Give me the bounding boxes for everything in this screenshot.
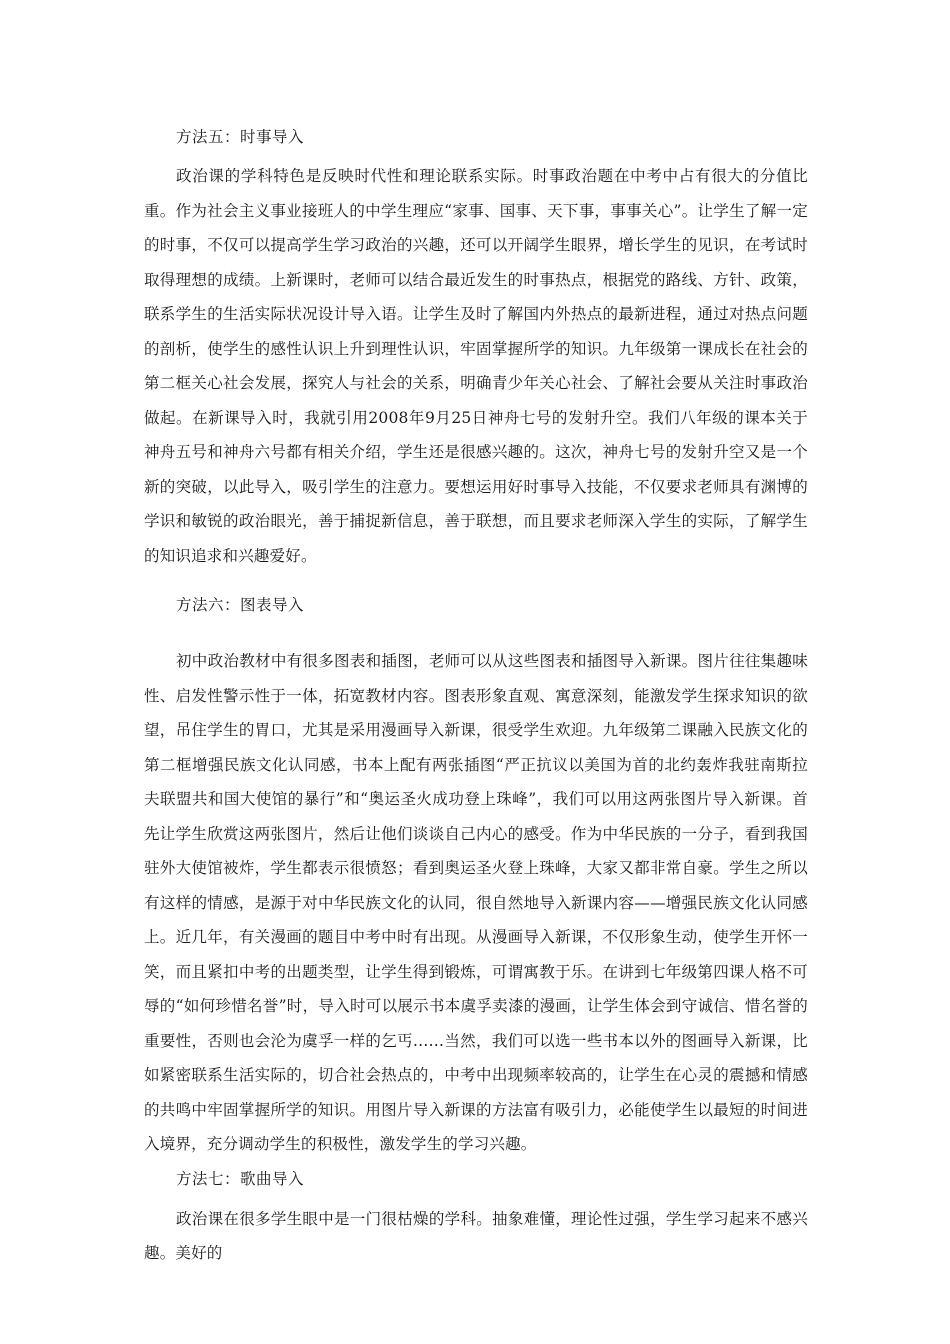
section-paragraph-method-7: 政治课在很多学生眼中是一门很枯燥的学科。抽象难懂，理论性过强，学生学习起来不感兴趣。美好的 bbox=[144, 1209, 808, 1262]
section-paragraph-method-5: 政治课的学科特色是反映时代性和理论联系实际。时事政治题在中考中占有很大的分值比重。作为社会主义事业接班人的中学生理应“家事、国事、天下事，事事关心”。让学生了解一定的时事，不仅可以提高学生学习政治的兴趣，还可以开阔学生眼界，增长学生的见识，在考试时取得理想的成绩。上新课时，老师可以结合最近发生的时事热点，根据党的路线、方针、政策，联系学生的生活实际状况设计导入语。让学生及时了解国内外热点的最新进程，通过对热点问题的剖析，使学生的感性认识上升到理性认识，牢固掌握所学的知识。九年级第一课成长在社会的第二框关心社会发展，探究人与社会的关系，明确青少年关心社会、了解社会要从关注时事政治做起。在新课导入时，我就引用2008年9月25日神舟七号的发射升空。我们八年级的课本关于神舟五号和神舟六号都有相关介绍，学生还是很感兴趣的。这次，神舟七号的发射升空又是一个新的突破，以此导入，吸引学生的注意力。要想运用好时事导入技能，不仅要求老师具有渊博的学识和敏锐的政治眼光，善于捕捉新信息，善于联想，而且要求老师深入学生的实际，了解学生的知识追求和兴趣爱好。 bbox=[144, 167, 808, 565]
section-heading-method-7: 方法七：歌曲导入 bbox=[176, 1169, 305, 1188]
document-body bbox=[144, 122, 808, 1271]
section-paragraph-method-6: 初中政治教材中有很多图表和插图，老师可以从这些图表和插图导入新课。图片往往集趣味性、启发性警示性于一体，拓宽教材内容。图表形象直观、寓意深刻，能激发学生探求知识的欲望，吊住学生的胃口，尤其是采用漫画导入新课，很受学生欢迎。九年级第二课融入民族文化的第二框增强民族文化认同感，书本上配有两张插图“严正抗议以美国为首的北约轰炸我驻南斯拉夫联盟共和国大使馆的暴行”和“奥运圣火成功登上珠峰”，我们可以用这两张图片导入新课。首先让学生欣赏这两张图片，然后让他们谈谈自己内心的感受。作为中华民族的一分子，看到我国驻外大使馆被炸，学生都表示很愤怒；看到奥运圣火登上珠峰，大家又都非常自豪。学生之所以有这样的情感，是源于对中华民族文化的认同，很自然地导入新课内容——增强民族文化认同感上。近几年，有关漫画的题目中考中时有出现。从漫画导入新课，不仅形象生动，使学生开怀一笑，而且紧扣中考的出题类型，让学生得到锻炼，可谓寓教于乐。在讲到七年级第四课人格不可辱的“如何珍惜名誉”时，导入时可以展示书本虞孚卖漆的漫画，让学生体会到守诚信、惜名誉的重要性，否则也会沦为虞孚一样的乞丐……当然，我们可以选一些书本以外的图画导入新课，比如紧密联系生活实际的，切合社会热点的，中考中出现频率较高的，让学生在心灵的震撼和情感的共鸣中牢固掌握所学的知识。用图片导入新课的方法富有吸引力，必能使学生以最短的时间进入境界，充分调动学生的积极性，激发学生的学习兴趣。 bbox=[144, 652, 808, 1153]
section-heading-method-5: 方法五：时事导入 bbox=[176, 128, 305, 146]
section-heading-method-6: 方法六：图表导入 bbox=[176, 596, 305, 614]
